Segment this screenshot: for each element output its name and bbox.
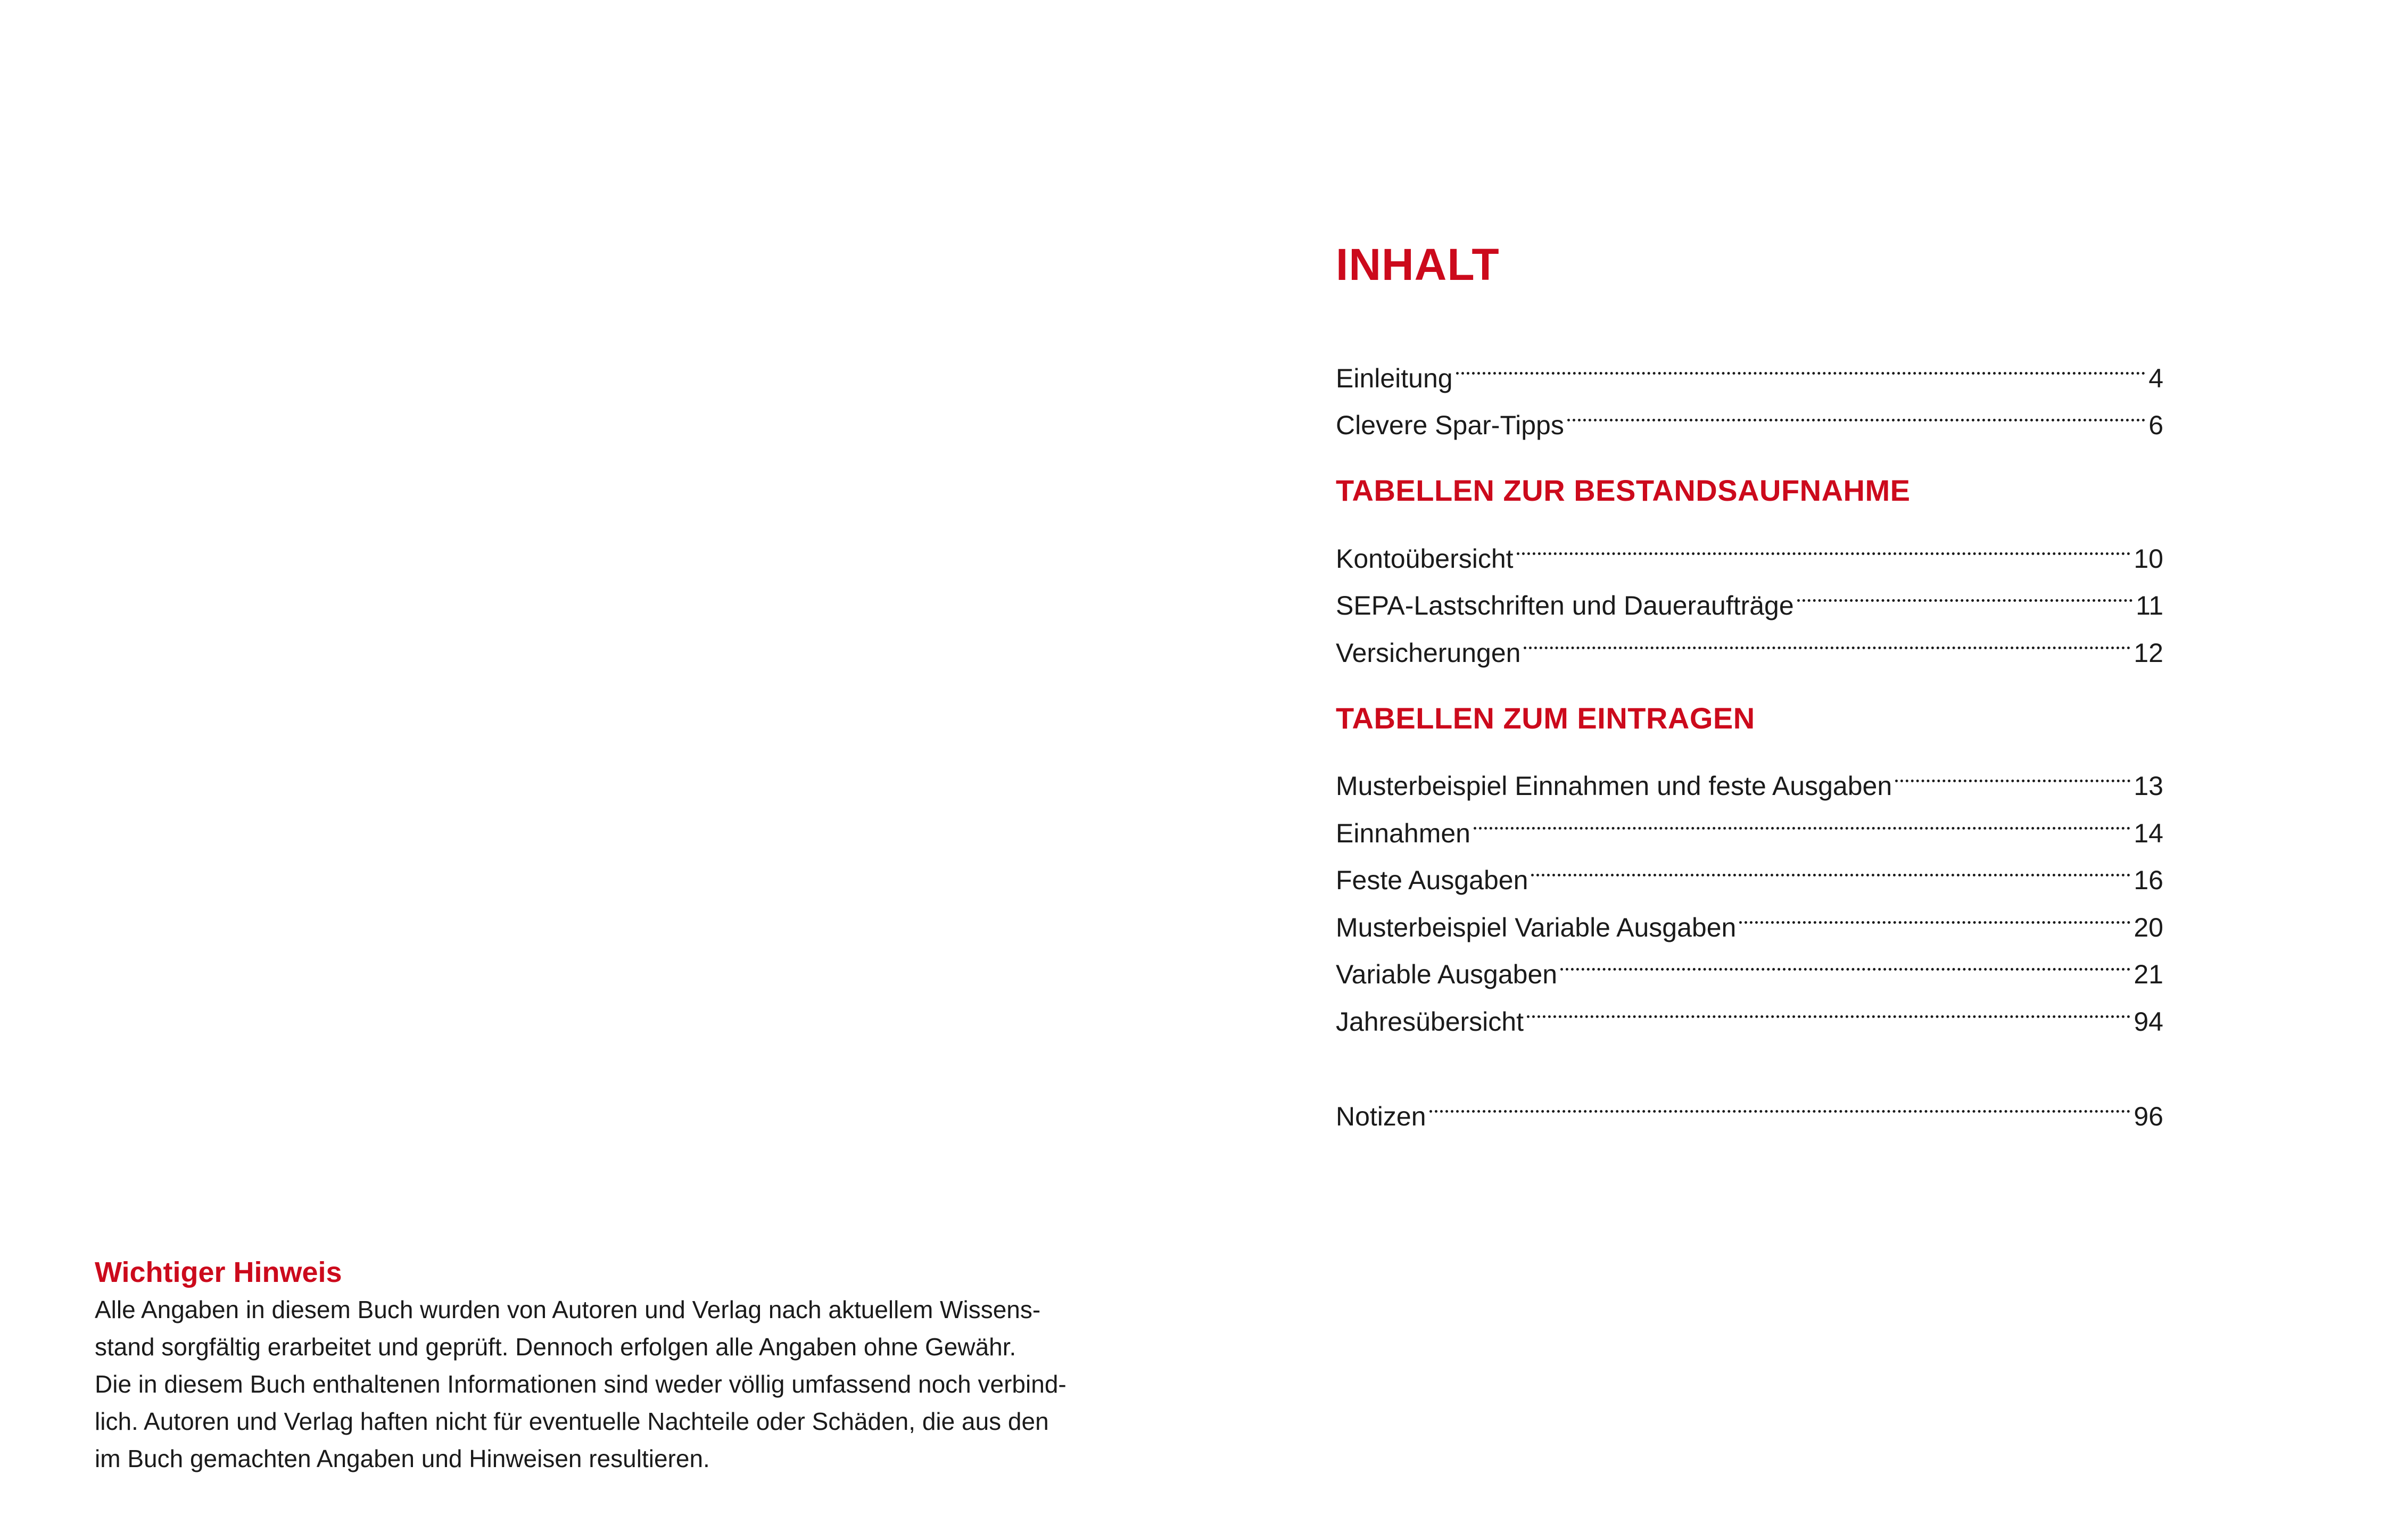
dot-leader (1524, 615, 2130, 662)
toc-entry-page: 6 (2148, 410, 2163, 440)
toc-entry-page: 12 (2134, 637, 2163, 668)
important-notice (95, 1254, 1106, 1477)
toc-entry-page: 96 (2134, 1102, 2163, 1131)
dot-leader (1527, 983, 2130, 1031)
toc-entry-page: 4 (2148, 363, 2163, 393)
toc-notes-group (1336, 1079, 2163, 1131)
dot-leader (1797, 568, 2132, 615)
toc-section-inventory (1336, 474, 2163, 668)
toc-entry-page: 11 (2136, 591, 2163, 620)
toc-entry-label: Einnahmen (1336, 818, 1470, 848)
dot-leader (1531, 842, 2130, 890)
toc-entry-page: 10 (2134, 543, 2163, 574)
toc-entry-einleitung[interactable] (1336, 340, 2163, 393)
toc-entry-label: Notizen (1336, 1102, 1426, 1131)
toc-entry-notizen[interactable] (1336, 1079, 2163, 1131)
toc-entry-page: 20 (2134, 912, 2163, 942)
notice-line: Die in diesem Buch enthaltenen Informationen sind weder völlig umfassend noch verbind- (95, 1370, 1067, 1398)
section-heading-entries: TABELLEN ZUM EINTRAGEN (1336, 701, 1755, 735)
notice-line: im Buch gemachten Angaben und Hinweisen resultieren. (95, 1445, 710, 1472)
toc-intro-group (1336, 340, 2163, 440)
notice-title: Wichtiger Hinweis (95, 1256, 342, 1288)
notice-line: stand sorgfältig erarbeitet und geprüft. Dennoch erfolgen alle Angaben ohne Gewähr. (95, 1333, 1016, 1361)
toc-entry-label: Clevere Spar-Tipps (1336, 410, 1564, 440)
toc-entry-label: Feste Ausgaben (1336, 865, 1528, 895)
toc-entry-page: 14 (2134, 818, 2163, 848)
toc-entry-page: 16 (2134, 865, 2163, 895)
toc-entry-label: Versicherungen (1336, 637, 1521, 668)
toc-entry-label: Jahresübersicht (1336, 1006, 1524, 1037)
toc-entry-label: Musterbeispiel Einnahmen und feste Ausgaben (1336, 771, 1892, 801)
toc-entry-page: 94 (2134, 1006, 2163, 1037)
dot-leader (1567, 387, 2145, 435)
dot-leader (1474, 795, 2130, 842)
dot-leader (1560, 937, 2130, 984)
section-heading-inventory: TABELLEN ZUR BESTANDSAUFNAHME (1336, 474, 1911, 507)
dot-leader (1739, 889, 2130, 937)
table-of-contents (1336, 239, 2163, 1131)
notice-line: Alle Angaben in diesem Buch wurden von Autoren und Verlag nach aktuellem Wissens- (95, 1296, 1041, 1323)
toc-entry-label: Musterbeispiel Variable Ausgaben (1336, 912, 1737, 942)
toc-entry-page: 21 (2134, 959, 2163, 989)
dot-leader (1429, 1079, 2131, 1126)
toc-entry-label: Variable Ausgaben (1336, 959, 1558, 989)
toc-entry-muster-einnahmen[interactable] (1336, 748, 2163, 801)
toc-entry-label: Einleitung (1336, 363, 1453, 393)
toc-section-entries (1336, 701, 2163, 1037)
toc-entry-label: Kontoübersicht (1336, 543, 1514, 574)
toc-entry-spar-tipps[interactable] (1336, 387, 2163, 440)
toc-entry-label: SEPA-Lastschriften und Daueraufträge (1336, 591, 1794, 620)
dot-leader (1895, 748, 2130, 796)
dot-leader (1456, 340, 2146, 387)
notice-line: lich. Autoren und Verlag haften nicht für eventuelle Nachteile oder Schäden, die aus den (95, 1407, 1049, 1435)
toc-title: INHALT (1336, 239, 1500, 289)
dot-leader (1517, 520, 2131, 568)
toc-entry-page: 13 (2134, 771, 2163, 801)
toc-entry-kontouebersicht[interactable] (1336, 520, 2163, 574)
